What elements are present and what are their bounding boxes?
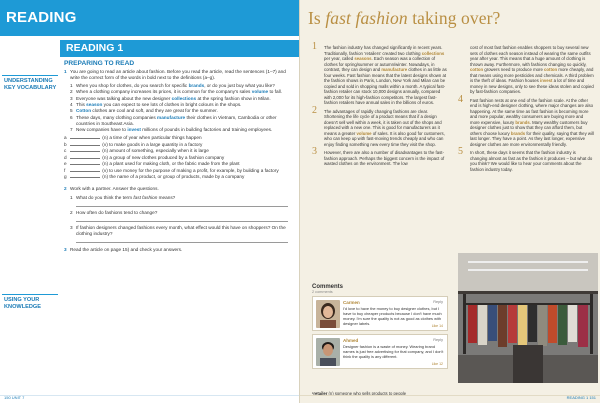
- reply-link[interactable]: Reply: [433, 338, 443, 342]
- article-paragraph: [458, 93, 594, 148]
- definition-text: (n) a time of year when particular things happen: [101, 135, 202, 141]
- definition-letter: e: [64, 161, 67, 167]
- answer-line[interactable]: [76, 237, 288, 243]
- question-text: means?: [157, 194, 176, 200]
- sentence-item: [64, 115, 296, 127]
- keyword: Cotton: [76, 108, 92, 114]
- definition-letter: c: [64, 148, 67, 154]
- question-number: 1: [70, 194, 73, 200]
- paragraph-text: In short, these days it seems that the fashion industry is changing almost as fast as the fashion it produces – but what do you think? We would like to hear your comments about the fashion industry today.: [470, 150, 593, 172]
- definition-text: (n) amount of something, especially when it is large: [101, 148, 209, 154]
- headline-post: taking over?: [407, 8, 501, 28]
- comment-card: [312, 296, 448, 331]
- prep-heading: PREPARING TO READ: [64, 60, 135, 67]
- definition-letter: f: [64, 167, 66, 173]
- paragraph-number: 4: [458, 93, 463, 105]
- headline-pre: Is: [308, 8, 326, 28]
- definition-text: (n) the name of a product, or group of products, made by a company: [101, 174, 245, 180]
- like-button[interactable]: Like 14: [431, 324, 443, 328]
- gloss-word: ¹retailer: [312, 391, 328, 396]
- sentence-list: [64, 83, 296, 133]
- avatar-carmen: [316, 300, 340, 328]
- exercise-content: [64, 60, 296, 253]
- q3-text: Read the article on page 15) and check your answers.: [70, 247, 183, 253]
- paragraph-text: more cheaply, and that means using more pesticides and chemicals. A third problem is the theft of ideas. Fashion houses: [470, 67, 594, 83]
- section-title: READING: [6, 9, 77, 26]
- q1-text: You are going to read an article about fashion. Before you read the article, read the sentences (1–7) and write the correct form of the words in bold next to the definitions (a–g).: [70, 69, 286, 80]
- section-band: [0, 0, 299, 36]
- sentence-text: New companies have to: [76, 127, 128, 133]
- definition-item: [64, 168, 296, 174]
- comment-author: Carmen: [343, 300, 360, 305]
- comments-count: 2 comments: [312, 290, 333, 294]
- subsection-title: READING 1: [66, 42, 124, 54]
- side-divider: [2, 75, 58, 76]
- comment-card: [312, 334, 448, 369]
- sentence-number: 4: [70, 102, 73, 108]
- sentence-number: 1: [70, 82, 73, 88]
- keyword: manufacture: [157, 114, 186, 120]
- comment-author: Ahmed: [343, 338, 359, 343]
- gloss-text: (n) someone who sells products to people: [327, 391, 407, 396]
- paragraph-text: Fast fashion rests at one end of the fashion scale. At the other end is high-end designer clothing, where major changes are also happening. At the same time as fast fashion is becoming more and more popular, wealthy consumers are buying more and more expensive, luxury: [470, 97, 594, 125]
- question-number: 3: [70, 225, 73, 231]
- reply-link[interactable]: Reply: [433, 300, 443, 304]
- q2-number: 2: [64, 185, 67, 191]
- q2-instructions: [64, 186, 296, 192]
- sentence-text: millions of pounds in building factories and training employees.: [140, 127, 273, 133]
- q2-text: Work with a partner. Answer the questions.: [70, 185, 159, 191]
- article-column-1: [312, 41, 448, 170]
- sentence-text: clothes are cool and soft, and they are great for the summer.: [91, 108, 218, 114]
- sentence-text: you can expect to see lots of clothes in bright colours in the shops.: [102, 102, 242, 108]
- definition-letter: d: [64, 154, 67, 160]
- definition-letter: g: [64, 174, 67, 180]
- answer-blank[interactable]: [70, 135, 100, 139]
- paragraph-text: growers need to produce more: [483, 67, 545, 72]
- answer-blank[interactable]: [70, 155, 100, 159]
- keyword: manufacture: [381, 67, 408, 72]
- paragraph-text: a lot of time and money in new designs, only to see these ideas stolen and copied by fast-fashion companies.: [470, 78, 594, 94]
- paragraph-text: The advantages of rapidly changing fashions are clear. Shortening the life cycle of a product means that if a design doesn't sell well within a week, it is taken out of the shops and replaced with a new one. This is good for manufacturers as it means a greater: [324, 108, 442, 136]
- keyword: volume: [356, 130, 372, 136]
- sentence-text: When a clothing company increases its prices, it is common for the company's sales: [76, 89, 252, 95]
- keyword: brands: [510, 130, 526, 136]
- article-headline: [308, 8, 598, 29]
- sentence-item: [64, 96, 296, 102]
- question-text: How often do fashions tend to change?: [76, 210, 158, 216]
- comment-text: I'd love to have the money to buy designer clothes, but I have to buy cheaper products because I don't have much money. I'm sure the quality is not as good as clothes with designer labels.: [343, 306, 442, 326]
- question-number: 2: [70, 210, 73, 216]
- keyword: cotton: [544, 67, 558, 72]
- headline-emphasis: fast fashion: [325, 8, 408, 28]
- answer-blank[interactable]: [70, 174, 100, 178]
- sentence-item: [64, 83, 296, 89]
- paragraph-text: However, there are also a number of disadvantages to the fast-fashion approach. Perhaps the biggest concern is the impact of wasted clothes on the environment. The low: [324, 150, 445, 166]
- right-page: [299, 0, 600, 403]
- sentence-text: These days, many clothing companies: [76, 114, 158, 120]
- keyword: collections: [421, 50, 445, 56]
- q3-number: 3: [64, 247, 67, 253]
- side-divider: [2, 294, 58, 295]
- article-paragraph: [458, 146, 594, 172]
- keyword: cotton: [470, 67, 484, 72]
- keyword: season: [86, 102, 103, 108]
- sentence-number: 7: [70, 127, 73, 133]
- clothing-shop-photo: [458, 253, 598, 383]
- article-paragraph: [312, 146, 448, 167]
- person-icon: [316, 338, 340, 366]
- definition-text: (n) a plant used for making cloth, or the fabric made from the plant: [101, 161, 240, 167]
- sentence-item: [64, 108, 296, 114]
- paragraph-text: . Each season was a collection of clothes for spring/summer or autumn/winter. Nowadays, in contrast, they can design and: [324, 56, 436, 72]
- paragraph-text: cost of most fast fashion enables shoppers to buy several new sets of clothes each season instead of wearing the same outfits year after year. This means that a huge amount of clothing is thrown away. Furthermore, with fashions changing so quickly,: [470, 45, 591, 67]
- keyword: invest: [540, 78, 553, 83]
- definition-text: (n) a group of new clothes produced by a fashion company: [101, 154, 225, 160]
- sentence-item: [64, 127, 296, 133]
- article-column-2: [458, 45, 594, 175]
- definition-item: [64, 161, 296, 167]
- question-list: [64, 195, 296, 243]
- q3-instructions: [64, 247, 296, 253]
- keyword: invest: [127, 127, 141, 133]
- answer-blank[interactable]: [70, 148, 100, 152]
- sentence-text: This: [76, 102, 87, 108]
- comments-title: Comments: [312, 284, 344, 290]
- paragraph-text: per year, called: [324, 56, 355, 61]
- article-paragraph: [312, 104, 448, 148]
- paragraph-text: The fashion industry has changed significantly in recent years. Traditionally, fashion ‘retailers’ created two clothing: [324, 45, 443, 56]
- sentence-text: at the spring fashion show in Milan.: [196, 95, 271, 101]
- comment-text: Designer fashion is a waste of money. Wearing brand names is just free advertising for that company, and I don't think the quality is any different.: [343, 344, 444, 359]
- paragraph-number: 2: [312, 104, 317, 116]
- comments-section: [312, 284, 448, 372]
- sentence-number: 3: [70, 95, 73, 101]
- side-label-vocabulary: UNDERSTANDING KEY VOCABULARY: [4, 78, 57, 91]
- definition-item: [64, 148, 296, 154]
- answer-line[interactable]: [76, 201, 288, 207]
- answer-blank[interactable]: [70, 142, 100, 146]
- sentence-text: , or do you just buy what you like?: [204, 82, 275, 88]
- keyword: volume: [251, 89, 269, 95]
- left-page: [0, 0, 299, 403]
- definition-item: [64, 142, 296, 148]
- subsection-band: [60, 40, 299, 57]
- definition-letter: a: [64, 135, 67, 141]
- answer-line[interactable]: [76, 216, 288, 222]
- paragraph-text: clothes in as little as four weeks. Fast fashion means that the latest designs shown at the fashion shows in Paris, London, New York and Milan can be copied and sold in shopping malls within a month. A typical fast-fashion retailer can stock 10,000 designs annually, compared with 2,000 for its high-fashion competitors. The largest fast-fashion retailers have annual sales in the billions of euros.: [324, 67, 447, 105]
- sentence-number: 5: [70, 108, 73, 114]
- question-item: [64, 225, 296, 237]
- sentence-text: Everyone was talking about the new designer: [76, 95, 172, 101]
- sentence-number: 6: [70, 114, 73, 120]
- page-footer-left: 150 UNIT 7: [4, 395, 25, 400]
- article-paragraph: [458, 45, 594, 95]
- keyword: brands: [188, 82, 205, 88]
- keyword: collections: [171, 95, 197, 101]
- definition-letter: b: [64, 141, 67, 147]
- paragraph-text: of sales. It is also good for customers, who can keep up with fast-moving trends cheaply and who can enjoy finding something new every time they visit the shop.: [324, 130, 445, 147]
- footer-band: [300, 395, 600, 403]
- clothing-shop-illustration: [458, 253, 598, 383]
- keyword: seasons: [354, 56, 372, 61]
- question-text: What do you think the term: [76, 194, 134, 200]
- paragraph-number: 5: [458, 146, 463, 157]
- sentence-item: [64, 102, 296, 108]
- paragraph-text: . Many wealthy customers buy designer clothes just to show that they can afford them, but others choose luxury: [470, 119, 588, 136]
- definition-text: (v) to use money for the purpose of making a profit, for example, by building a factory: [101, 167, 279, 173]
- definition-item: [64, 155, 296, 161]
- sentence-item: [64, 89, 296, 95]
- sentence-text: to fall.: [268, 89, 282, 95]
- definition-list: [64, 135, 296, 180]
- sentence-text: their clothes in Vietnam, Cambodia or other countries in Southeast Asia.: [76, 114, 277, 126]
- q1-instructions: [64, 69, 296, 81]
- page-footer-right: READING 1 151: [566, 395, 596, 400]
- question-item: [64, 210, 296, 216]
- sentence-text: When you shop for clothes, do you search for specific: [76, 82, 189, 88]
- footer-band: [0, 395, 299, 403]
- sentence-number: 2: [70, 89, 73, 95]
- q1-number: 1: [64, 69, 67, 74]
- article-paragraph: [312, 41, 448, 106]
- paragraph-text: for their quality, saying that they will last longer. They have a point. As they last longer, expensive designer clothes are more environmentally friendly.: [470, 130, 594, 147]
- keyword: brands: [515, 119, 530, 125]
- like-button[interactable]: Like 12: [431, 362, 443, 366]
- answer-blank[interactable]: [70, 161, 100, 165]
- side-label-knowledge: USING YOUR KNOWLEDGE: [4, 297, 41, 310]
- definition-item: [64, 174, 296, 180]
- paragraph-number: 3: [312, 146, 317, 157]
- definition-item: [64, 135, 296, 141]
- person-icon: [316, 300, 340, 328]
- question-item: [64, 195, 296, 201]
- avatar-ahmed: [316, 338, 340, 366]
- question-text: If fashion designers changed fashions every month, what effect would this have on shoppers? On the clothing industry?: [76, 225, 286, 237]
- definition-text: (v) to make goods in a large quantity in a factory: [101, 141, 203, 147]
- paragraph-number: 1: [312, 41, 317, 52]
- answer-blank[interactable]: [70, 168, 100, 172]
- question-emphasis: fast fashion: [133, 194, 158, 200]
